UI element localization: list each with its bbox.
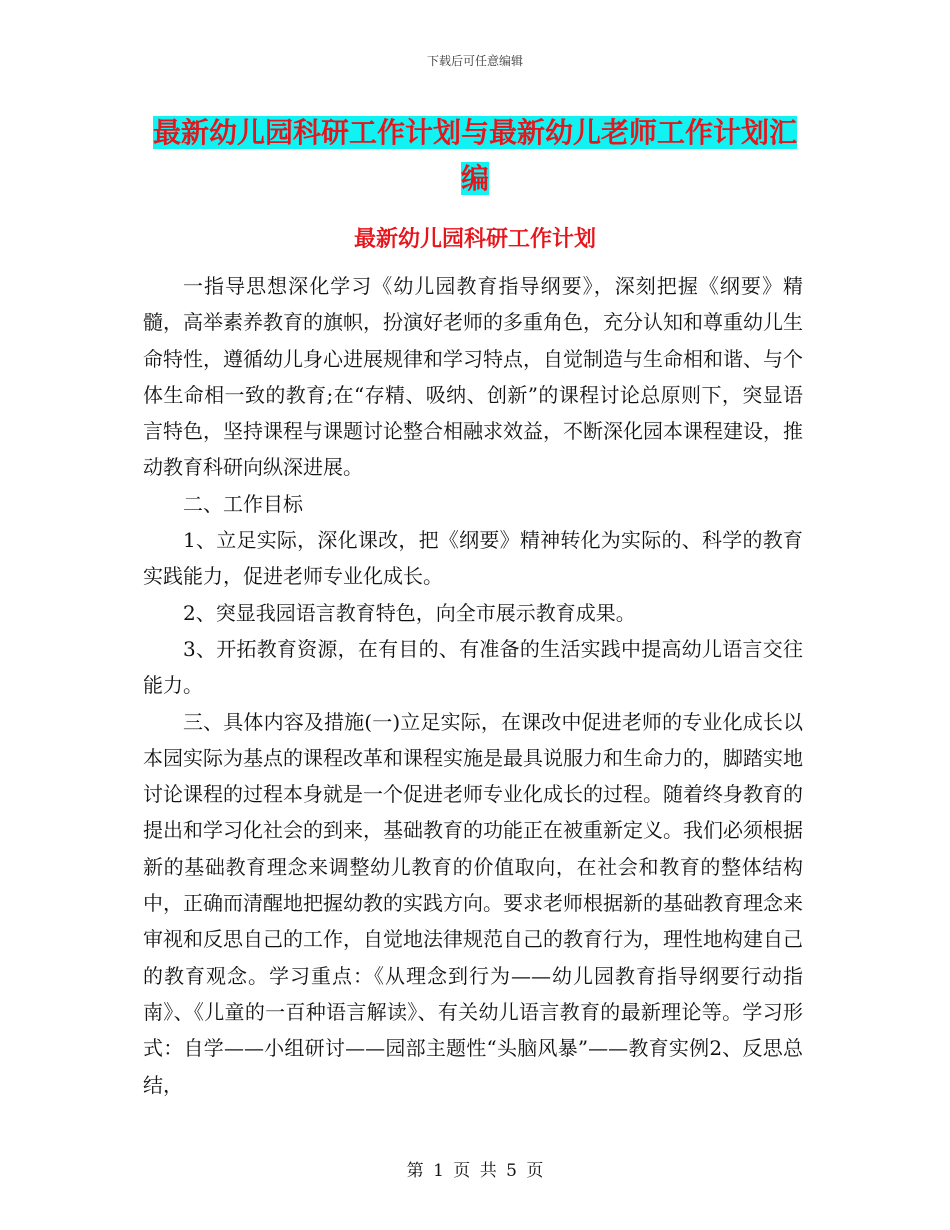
section-title: 最新幼儿园科研工作计划 xyxy=(353,227,596,252)
document-body xyxy=(143,268,803,1103)
paragraph-heading-goals: 二、工作目标 xyxy=(183,491,303,516)
page-footer: 第 1 页 共 5 页 xyxy=(406,1161,544,1181)
main-title xyxy=(140,110,810,202)
main-title-line1: 最新幼儿园科研工作计划与最新幼儿老师工作计划汇 xyxy=(152,116,797,149)
paragraph-goal-2: 2、突显我园语言教育特色，向全市展示教育成果。 xyxy=(183,600,636,625)
paragraph-goal-3: 3、开拓教育资源，在有目的、有准备的生活实践中提高幼儿语言交往能力。 xyxy=(143,636,803,698)
header-note: 下载后可任意编辑 xyxy=(426,54,523,68)
paragraph-guiding-thought: 一指导思想深化学习《幼儿园教育指导纲要》，深刻把握《纲要》精髓，高举素养教育的旗帜，扮演好老师的多重角色，充分认知和尊重幼儿生命特性，遵循幼儿身心进展规律和学习特点，自觉制造与生命相和谐、与个体生命相一致的教育;在“存精、吸纳、创新”的课程讨论总原则下，突显语言特色，坚持课程与课题讨论整合相融求效益，不断深化园本课程建设，推动教育科研向纵深进展。 xyxy=(143,274,803,480)
paragraph-goal-1: 1、立足实际，深化课改，把《纲要》精神转化为实际的、科学的教育实践能力，促进老师专业化成长。 xyxy=(143,528,803,589)
paragraph-measures: 三、具体内容及措施(一)立足实际，在课改中促进老师的专业化成长以本园实际为基点的课程改革和课程实施是最具说服力和生命力的，脚踏实地讨论课程的过程本身就是一个促进老师专业化成长的过程。随着终身教育的提出和学习化社会的到来，基础教育的功能正在被重新定义。我们必须根据新的基础教育理念来调整幼儿教育的价值取向，在社会和教育的整体结构中，正确而清醒地把握幼教的实践方向。要求老师根据新的基础教育理念来审视和反思自己的工作，自觉地法律规范自己的教育行为，理性地构建自己的教育观念。学习重点：《从理念到行为——幼儿园教育指导纲要行动指南》、《儿童的一百种语言解读》、有关幼儿语言教育的最新理论等。学习形式：自学——小组研讨——园部主题性“头脑风暴”——教育实例2、反思总结， xyxy=(143,709,803,1097)
main-title-line2: 编 xyxy=(460,162,489,195)
